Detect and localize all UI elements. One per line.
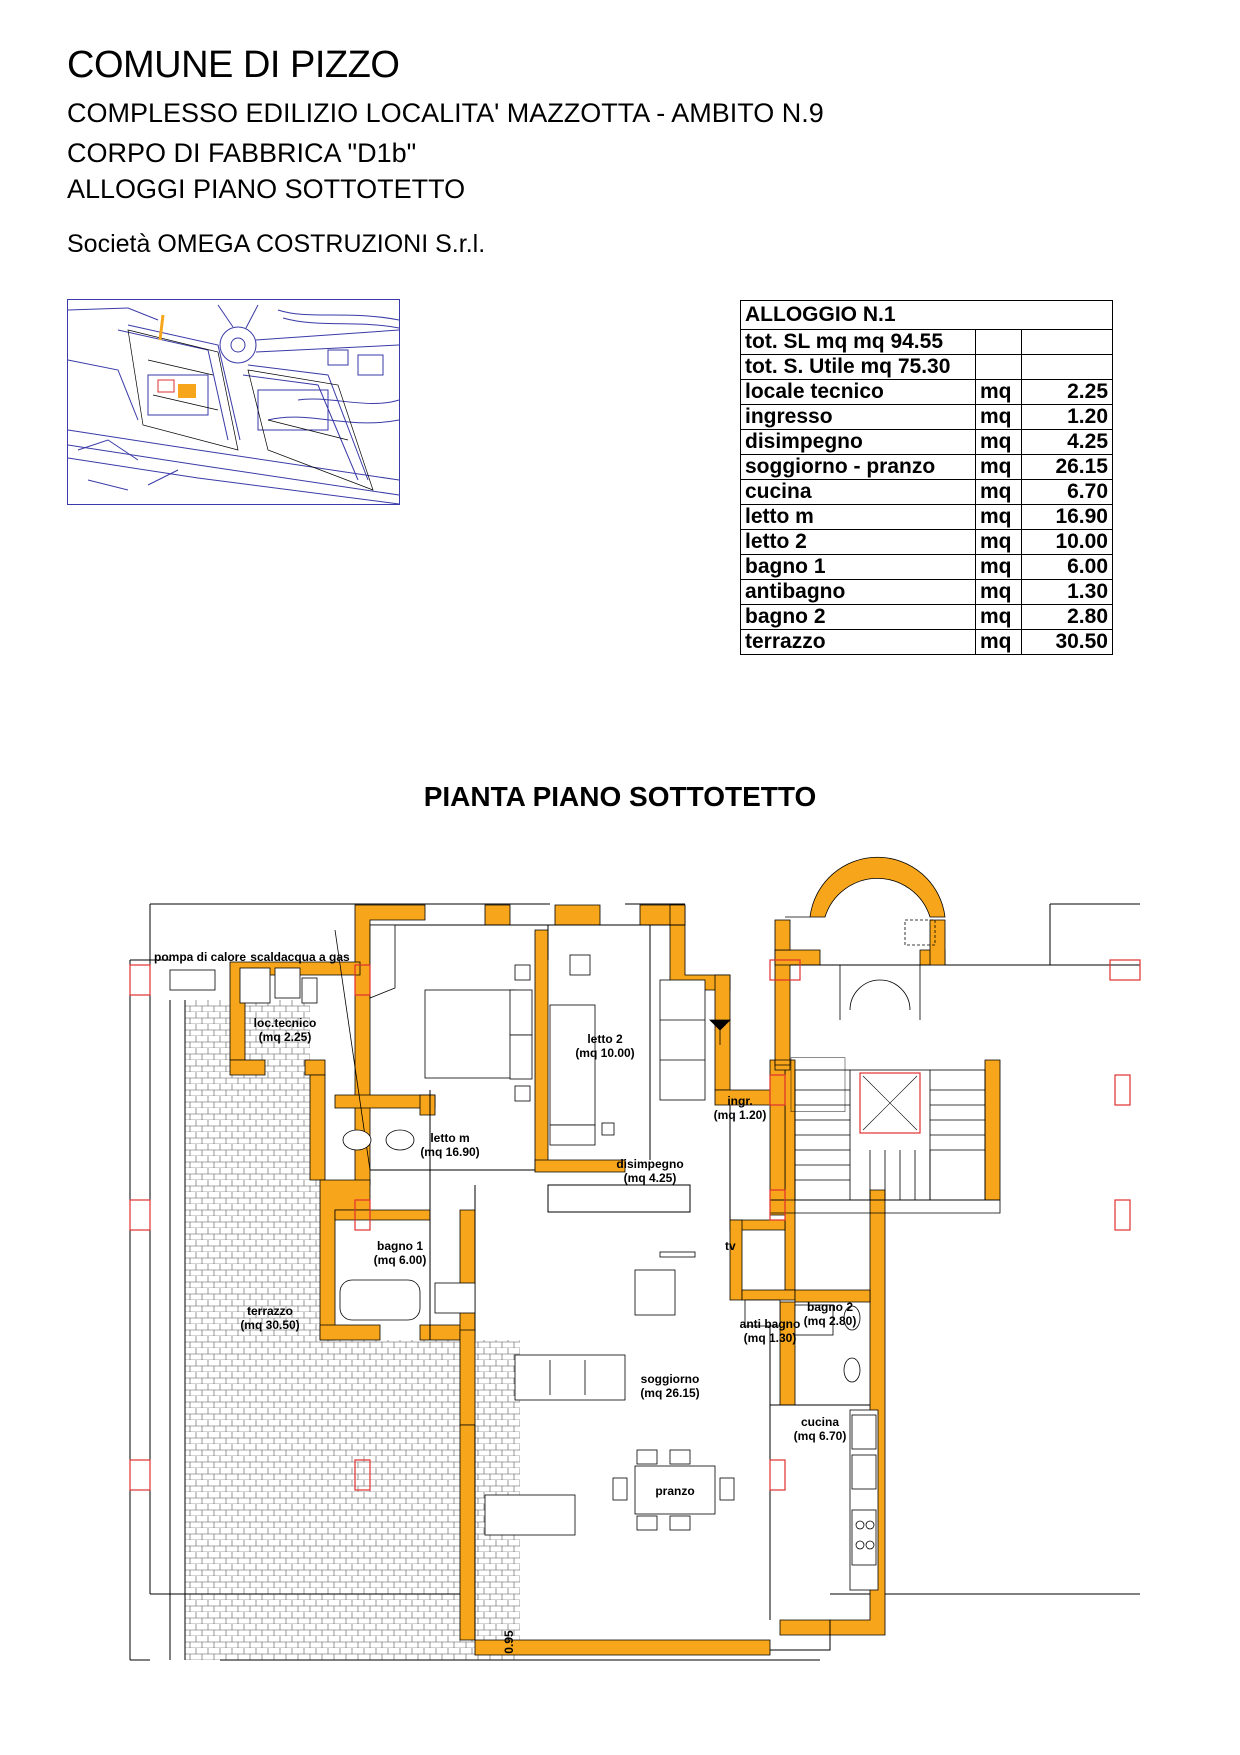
room-area: 6.70 — [1022, 480, 1113, 505]
room-unit: mq — [976, 630, 1022, 655]
room-unit: mq — [976, 580, 1022, 605]
room-area: 4.25 — [1022, 430, 1113, 455]
label-letto2-area: (mq 10.00) — [575, 1046, 635, 1060]
room-area: 10.00 — [1022, 530, 1113, 555]
label-terrazzo: terrazzo — [246, 1304, 294, 1318]
label-disimpegno-area: (mq 4.25) — [623, 1171, 677, 1185]
room-name: disimpegno — [741, 430, 976, 455]
label-antibagno: anti bagno — [739, 1317, 801, 1331]
area-table-header — [741, 301, 1113, 330]
label-dimension: 0.95 — [502, 1630, 516, 1654]
site-location-map — [67, 299, 400, 505]
plan-title: PIANTA PIANO SOTTOTETTO — [423, 781, 817, 812]
area-table-row — [741, 380, 1113, 405]
room-area: 2.25 — [1022, 380, 1113, 405]
room-unit: mq — [976, 505, 1022, 530]
room-area: 1.20 — [1022, 405, 1113, 430]
area-table-row — [741, 430, 1113, 455]
site-highlight — [178, 384, 196, 398]
label-letto-m-area: (mq 16.90) — [420, 1145, 480, 1159]
area-table-row — [741, 630, 1113, 655]
room-name: soggiorno - pranzo — [741, 455, 976, 480]
room-name: bagno 2 — [741, 605, 976, 630]
header-line-complex: COMPLESSO EDILIZIO LOCALITA' MAZZOTTA - AMBITO N.9 — [67, 98, 824, 128]
room-area: 16.90 — [1022, 505, 1113, 530]
label-loc-tecnico-area: (mq 2.25) — [258, 1030, 312, 1044]
area-table-row — [741, 455, 1113, 480]
room-name: antibagno — [741, 580, 976, 605]
room-unit: mq — [976, 430, 1022, 455]
room-unit: mq — [976, 555, 1022, 580]
label-letto-m: letto m — [430, 1131, 470, 1145]
room-area: 30.50 — [1022, 630, 1113, 655]
header-line-company: Società OMEGA COSTRUZIONI S.r.l. — [67, 230, 486, 258]
room-unit: mq — [976, 405, 1022, 430]
label-bagno2-area: (mq 2.80) — [803, 1314, 857, 1328]
room-name: bagno 1 — [741, 555, 976, 580]
room-name: letto m — [741, 505, 976, 530]
room-area: 2.80 — [1022, 605, 1113, 630]
area-table-row — [741, 505, 1113, 530]
total-sl: tot. SL mq mq 94.55 — [741, 330, 976, 355]
header-line-units: ALLOGGI PIANO SOTTOTETTO — [67, 174, 466, 204]
room-unit: mq — [976, 455, 1022, 480]
label-bagno1-area: (mq 6.00) — [373, 1253, 427, 1267]
technical-equipment — [170, 968, 317, 1003]
header-title: COMUNE DI PIZZO — [67, 44, 400, 86]
label-disimpegno: disimpegno — [616, 1157, 684, 1171]
area-table-body — [741, 301, 1113, 655]
staircase — [795, 1070, 985, 1200]
site-map-drawing — [68, 300, 399, 504]
header-line-building: CORPO DI FABBRICA "D1b" — [67, 138, 417, 168]
room-name: cucina — [741, 480, 976, 505]
room-unit: mq — [976, 480, 1022, 505]
room-area: 26.15 — [1022, 455, 1113, 480]
area-table-total-row — [741, 355, 1113, 380]
area-table-row — [741, 530, 1113, 555]
room-name: locale tecnico — [741, 380, 976, 405]
room-area: 1.30 — [1022, 580, 1113, 605]
label-tv: tv — [725, 1239, 736, 1253]
room-name: letto 2 — [741, 530, 976, 555]
label-bagno1: bagno 1 — [376, 1239, 424, 1253]
label-terrazzo-area: (mq 30.50) — [240, 1318, 300, 1332]
total-s-utile: tot. S. Utile mq 75.30 — [741, 355, 976, 380]
area-table-row — [741, 580, 1113, 605]
room-unit: mq — [976, 605, 1022, 630]
floor-plan — [130, 880, 1150, 1654]
room-name: ingresso — [741, 405, 976, 430]
label-loc-tecnico: loc.tecnico — [253, 1016, 317, 1030]
area-table-total-row — [741, 330, 1113, 355]
label-letto2: letto 2 — [587, 1032, 623, 1046]
label-cucina-area: (mq 6.70) — [793, 1429, 847, 1443]
label-ingresso-area: (mq 1.20) — [713, 1108, 767, 1122]
room-name: terrazzo — [741, 630, 976, 655]
area-table-row — [741, 555, 1113, 580]
room-unit: mq — [976, 530, 1022, 555]
area-table-row — [741, 480, 1113, 505]
area-table-row — [741, 605, 1113, 630]
label-ingresso: ingr. — [727, 1094, 753, 1108]
label-bagno2: bagno 2 — [806, 1300, 854, 1314]
label-water-heater: scaldacqua a gas — [250, 950, 350, 964]
area-table-row — [741, 405, 1113, 430]
area-table-title: ALLOGGIO N.1 — [741, 301, 1113, 330]
label-heat-pump: pompa di calore — [153, 950, 247, 964]
label-pranzo: pranzo — [655, 1484, 695, 1498]
room-area: 6.00 — [1022, 555, 1113, 580]
room-unit: mq — [976, 380, 1022, 405]
label-soggiorno: soggiorno — [640, 1372, 700, 1386]
label-cucina: cucina — [800, 1415, 840, 1429]
label-soggiorno-area: (mq 26.15) — [640, 1386, 700, 1400]
area-table — [740, 300, 1113, 655]
label-antibagno-area: (mq 1.30) — [743, 1331, 797, 1345]
